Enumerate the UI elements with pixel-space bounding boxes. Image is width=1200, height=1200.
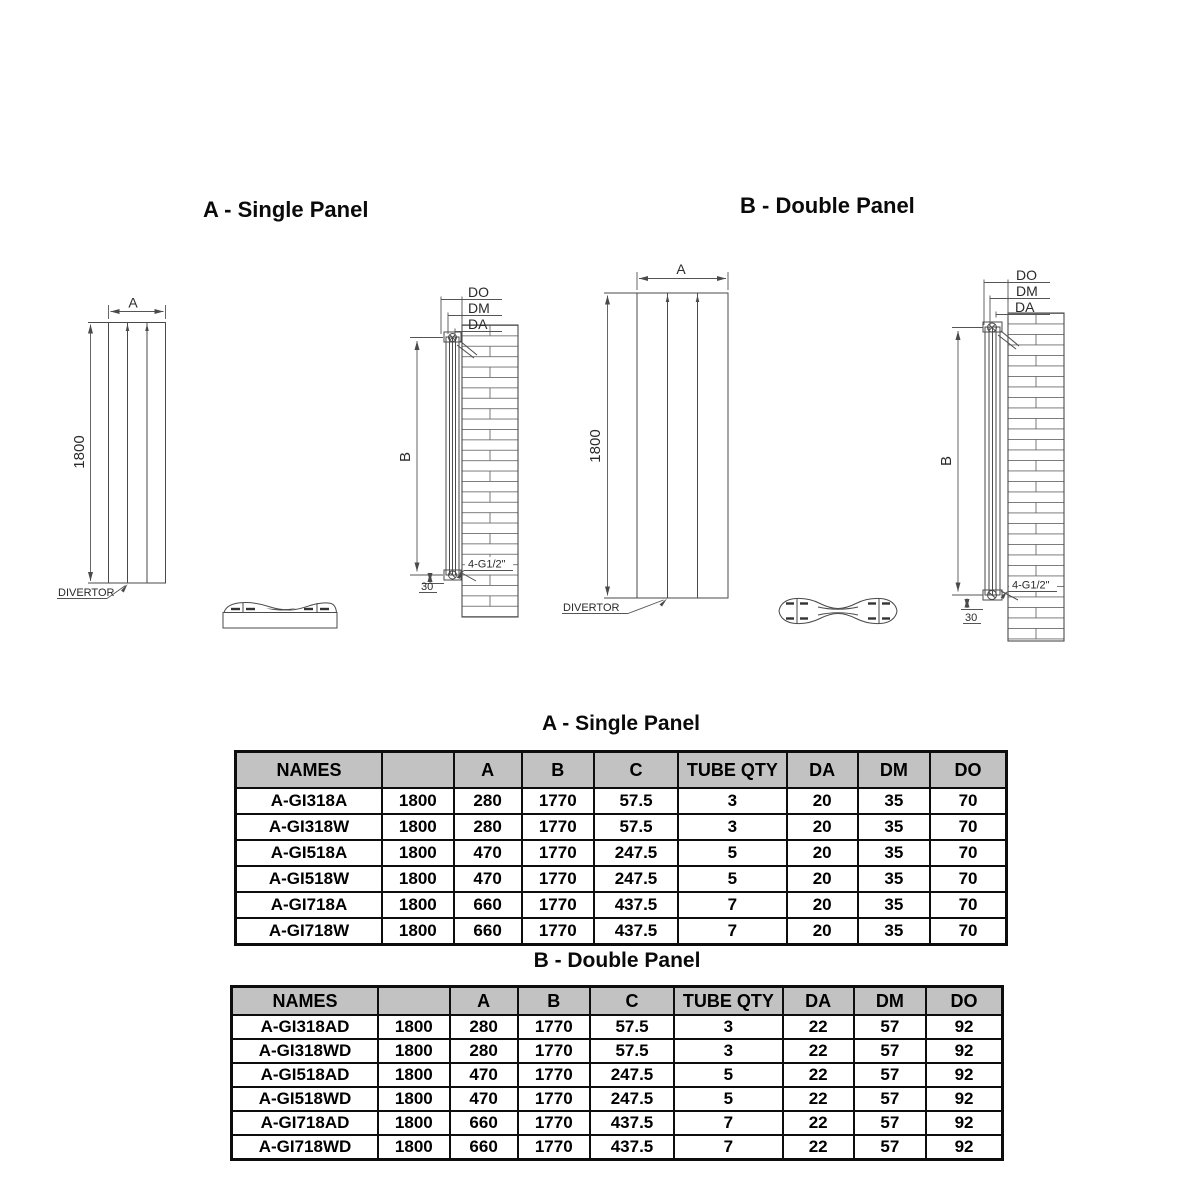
table-cell: 57 [854,1015,926,1039]
table-cell: 1800 [382,814,454,840]
table-cell: 57.5 [590,1039,674,1063]
table-cell: 1800 [382,892,454,918]
table-cell: 57 [854,1039,926,1063]
single-side-dm-label: DM [468,300,490,316]
column-header [378,987,450,1016]
table-cell: 1770 [518,1063,590,1087]
column-header: TUBE QTY [674,987,783,1016]
column-header: NAMES [232,987,378,1016]
table-row [236,918,1007,945]
table-cell: 1800 [382,918,454,945]
table-cell: 3 [678,788,787,814]
table-cell: 92 [926,1111,1002,1135]
single-panel-top-view [223,603,337,628]
table-cell: 660 [454,918,522,945]
model-name-cell: A-GI318A [236,788,382,814]
table-cell: 70 [930,918,1006,945]
table-cell: 57.5 [594,788,678,814]
table-cell: 1800 [382,866,454,892]
table-cell: 1770 [522,840,594,866]
table-cell: 247.5 [594,866,678,892]
column-header: DO [926,987,1002,1016]
model-name-cell: A-GI518AD [232,1063,378,1087]
table-row [236,814,1007,840]
table-row [236,788,1007,814]
table-cell: 1770 [518,1015,590,1039]
double-panel-table-title: B - Double Panel [533,949,701,972]
table-cell: 57.5 [594,814,678,840]
table-row [232,1039,1003,1063]
table-cell: 3 [678,814,787,840]
table-cell: 3 [674,1039,783,1063]
table-cell: 70 [930,814,1006,840]
table-cell: 280 [454,814,522,840]
table-cell: 280 [450,1039,518,1063]
table-cell: 7 [678,892,787,918]
column-header: DA [787,752,858,789]
column-header: NAMES [236,752,382,789]
header-row [236,752,1007,789]
table-cell: 92 [926,1015,1002,1039]
table-cell: 35 [858,788,930,814]
table-cell: 437.5 [594,892,678,918]
table-cell: 35 [858,840,930,866]
model-name-cell: A-GI518WD [232,1087,378,1111]
table-cell: 57.5 [590,1015,674,1039]
double-side-bottom-dim-label: 30 [965,612,978,624]
table-cell: 92 [926,1135,1002,1160]
table-cell: 35 [858,814,930,840]
table-cell: 5 [678,866,787,892]
single-side-do-label: DO [468,284,489,300]
column-header: DM [854,987,926,1016]
table-cell: 1800 [378,1135,450,1160]
single-side-bottom-dim-label: 30 [421,581,434,593]
table-cell: 1770 [518,1111,590,1135]
double-panel-spec-table [230,985,1004,1161]
double-side-dm-label: DM [1016,283,1038,299]
double-panel-section-title: B - Double Panel [740,193,915,218]
table-cell: 22 [783,1111,854,1135]
table-row [232,1063,1003,1087]
table-cell: 20 [787,866,858,892]
table-cell: 70 [930,892,1006,918]
table-cell: 7 [674,1135,783,1160]
table-cell: 1770 [522,918,594,945]
table-cell: 1770 [522,788,594,814]
model-name-cell: A-GI718A [236,892,382,918]
table-row [232,1087,1003,1111]
table-cell: 1770 [518,1087,590,1111]
table-row [236,840,1007,866]
table-cell: 1800 [378,1015,450,1039]
double-side-connection-label: 4-G1/2" [1012,579,1050,592]
table-cell: 1800 [378,1063,450,1087]
table-cell: 22 [783,1087,854,1111]
table-cell: 5 [674,1063,783,1087]
column-header: A [454,752,522,789]
table-cell: 70 [930,866,1006,892]
model-name-cell: A-GI318WD [232,1039,378,1063]
table-cell: 470 [450,1063,518,1087]
column-header: DA [783,987,854,1016]
double-front-width-dim-label: A [676,261,686,277]
table-cell: 247.5 [590,1087,674,1111]
table-cell: 35 [858,918,930,945]
table-cell: 22 [783,1039,854,1063]
model-name-cell: A-GI318W [236,814,382,840]
column-header: DM [858,752,930,789]
column-header: C [594,752,678,789]
table-cell: 20 [787,788,858,814]
table-row [236,892,1007,918]
table-cell: 20 [787,918,858,945]
table-cell: 20 [787,840,858,866]
single-panel-table-title: A - Single Panel [542,712,700,735]
table-cell: 1770 [518,1135,590,1160]
table-cell: 92 [926,1039,1002,1063]
table-row [236,866,1007,892]
header-row [232,987,1003,1016]
table-cell: 1800 [378,1039,450,1063]
model-name-cell: A-GI718W [236,918,382,945]
table-cell: 7 [678,918,787,945]
single-panel-spec-table [234,750,1008,946]
table-cell: 1800 [382,840,454,866]
model-name-cell: A-GI318AD [232,1015,378,1039]
table-cell: 20 [787,814,858,840]
table-cell: 35 [858,866,930,892]
table-cell: 1800 [382,788,454,814]
table-cell: 92 [926,1087,1002,1111]
table-cell: 660 [454,892,522,918]
table-cell: 20 [787,892,858,918]
model-name-cell: A-GI718AD [232,1111,378,1135]
single-front-height-dim-label: 1800 [71,435,88,469]
table-cell: 1800 [378,1087,450,1111]
table-cell: 22 [783,1015,854,1039]
double-side-da-label: DA [1015,299,1035,315]
table-cell: 57 [854,1063,926,1087]
table-cell: 1800 [378,1111,450,1135]
table-row [232,1111,1003,1135]
table-cell: 470 [450,1087,518,1111]
table-cell: 1770 [522,814,594,840]
model-name-cell: A-GI518A [236,840,382,866]
double-side-do-label: DO [1016,267,1037,283]
table-cell: 5 [678,840,787,866]
table-cell: 1770 [522,892,594,918]
single-divertor-label: DIVERTOR [58,587,115,599]
single-panel-front-view [57,295,166,600]
double-front-height-dim-label: 1800 [587,429,604,463]
double-panel-front-view [562,261,728,614]
single-front-width-dim-label: A [128,294,138,311]
table-cell: 35 [858,892,930,918]
model-name-cell: A-GI718WD [232,1135,378,1160]
double-panel-top-view [779,598,897,623]
table-row [232,1135,1003,1160]
table-cell: 660 [450,1135,518,1160]
table-cell: 7 [674,1111,783,1135]
table-cell: 22 [783,1135,854,1160]
table-cell: 92 [926,1063,1002,1087]
model-name-cell: A-GI518W [236,866,382,892]
table-cell: 437.5 [590,1111,674,1135]
table-cell: 1770 [518,1039,590,1063]
column-header: B [522,752,594,789]
single-side-depth-dim-label: B [397,451,414,463]
double-panel-side-view [938,267,1064,641]
table-cell: 280 [454,788,522,814]
column-header: A [450,987,518,1016]
single-side-da-label: DA [468,316,488,332]
table-cell: 70 [930,788,1006,814]
table-cell: 57 [854,1111,926,1135]
single-panel-section-title: A - Single Panel [203,197,369,222]
column-header: TUBE QTY [678,752,787,789]
column-header [382,752,454,789]
table-cell: 22 [783,1063,854,1087]
single-side-connection-label: 4-G1/2" [468,558,506,571]
table-cell: 247.5 [594,840,678,866]
table-cell: 5 [674,1087,783,1111]
table-cell: 57 [854,1087,926,1111]
table-cell: 437.5 [594,918,678,945]
table-cell: 70 [930,840,1006,866]
table-cell: 247.5 [590,1063,674,1087]
column-header: C [590,987,674,1016]
table-cell: 1770 [522,866,594,892]
table-cell: 470 [454,866,522,892]
double-divertor-label: DIVERTOR [563,602,620,614]
table-cell: 660 [450,1111,518,1135]
table-cell: 470 [454,840,522,866]
column-header: B [518,987,590,1016]
single-panel-side-view [397,284,518,617]
table-cell: 3 [674,1015,783,1039]
double-side-depth-dim-label: B [938,455,955,467]
table-row [232,1015,1003,1039]
table-cell: 57 [854,1135,926,1160]
table-cell: 280 [450,1015,518,1039]
column-header: DO [930,752,1006,789]
table-cell: 437.5 [590,1135,674,1160]
